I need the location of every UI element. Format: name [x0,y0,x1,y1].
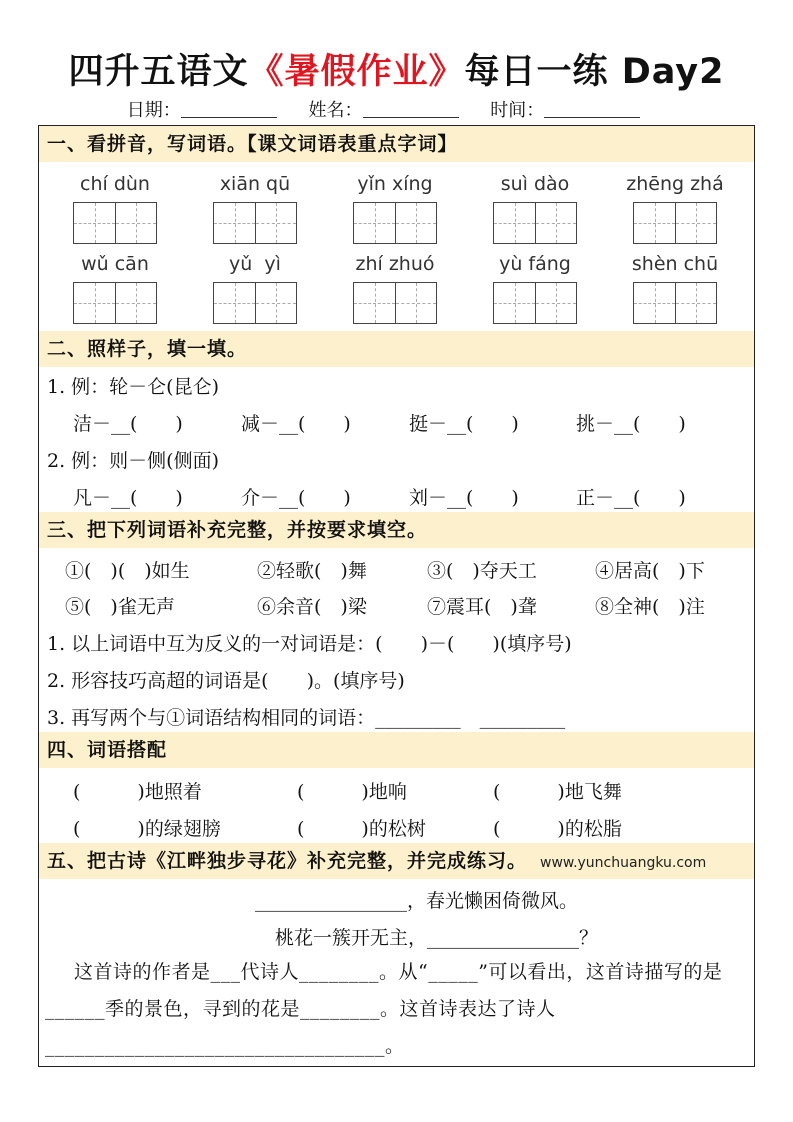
poem-line-2[interactable]: 桃花一簇开无主，________________？ [274,927,598,949]
section3-heading: 三、把下列词语补充完整，并按要求填空。 [39,512,754,548]
tianzige-box[interactable] [493,282,577,324]
pinyin-label: shèn chū [631,253,719,275]
idiom-item[interactable]: ⑦震耳( )聋 [427,596,537,618]
section4-heading: 四、词语搭配 [39,732,754,768]
time-label: 时间： [490,100,545,121]
match-item[interactable]: ( )的松脂 [493,818,622,840]
poem-questions[interactable]: 这首诗的作者是___代诗人________。从“_____”可以看出，这首诗描写的是______季的景色，寻到的花是________。这首诗表达了诗人__________________________________。 [45,961,723,1057]
name-label: 姓名： [308,100,363,121]
match-item[interactable]: ( )的绿翅膀 [73,818,221,840]
tianzige-box[interactable] [213,282,297,324]
section5-heading: 五、把古诗《江畔独步寻花》补充完整，并完成练习。 [39,843,754,879]
fill-item[interactable]: 洁－__( ) [73,413,183,435]
tianzige-box[interactable] [353,202,437,244]
fill-item[interactable]: 挑－__( ) [576,413,686,435]
pinyin-label: yǔ yì [229,253,281,275]
time-field[interactable] [544,101,640,118]
idiom-item[interactable]: ①( )( )如生 [65,560,190,582]
idiom-item[interactable]: ⑧全神( )注 [595,596,705,618]
question-3[interactable]: 3. 再写两个与①词语结构相同的词语：_________ _________ [47,707,566,729]
question-1[interactable]: 1. 以上词语中互为反义的一对词语是：( )－( )(填序号) [47,633,572,655]
tianzige-box[interactable] [633,282,717,324]
match-item[interactable]: ( )地飞舞 [493,781,622,803]
name-field[interactable] [363,101,459,118]
fill-item[interactable]: 正－__( ) [576,487,686,509]
pinyin-label: zhēng zhá [626,173,724,195]
poem-line-1[interactable]: ________________，春光懒困倚微风。 [254,890,578,912]
section2-heading: 二、照样子，填一填。 [39,331,754,367]
tianzige-box[interactable] [353,282,437,324]
header-fields [0,96,793,122]
page-title: 四升五语文《暑假作业》每日一练 Day2 [68,52,725,92]
pinyin-label: xiān qū [219,173,291,195]
pinyin-label: yǐn xíng [357,173,433,195]
fill-item[interactable]: 凡－__( ) [73,487,183,509]
idiom-item[interactable]: ⑥余音( )梁 [257,596,367,618]
idiom-item[interactable]: ②轻歌( )舞 [257,560,367,582]
pinyin-label: suì dào [500,173,570,195]
idiom-item[interactable]: ⑤( )雀无声 [65,596,175,618]
fill-item[interactable]: 减－__( ) [241,413,351,435]
watermark-text: www.yunchuangku.com [540,855,707,871]
tianzige-box[interactable] [73,202,157,244]
idiom-item[interactable]: ④居高( )下 [595,560,705,582]
pinyin-label: zhí zhuó [355,253,435,275]
tianzige-box[interactable] [633,202,717,244]
match-item[interactable]: ( )的松树 [297,818,426,840]
tianzige-box[interactable] [213,202,297,244]
tianzige-box[interactable] [493,202,577,244]
date-label: 日期： [126,100,181,121]
pinyin-label: yù fáng [499,253,571,275]
fill-item[interactable]: 介－__( ) [241,487,351,509]
example-2: 2. 例：则－侧(侧面) [47,450,219,472]
section1-heading: 一、看拼音，写词语。【课文词语表重点字词】 [39,126,754,162]
tianzige-box[interactable] [73,282,157,324]
example-1: 1. 例：轮－仑(昆仑) [47,376,219,398]
date-field[interactable] [181,101,277,118]
pinyin-label: chí dùn [80,173,150,195]
fill-item[interactable]: 刘－__( ) [409,487,519,509]
fill-item[interactable]: 挺－__( ) [409,413,519,435]
pinyin-label: wǔ cān [81,253,149,275]
match-item[interactable]: ( )地照着 [73,781,202,803]
idiom-item[interactable]: ③( )夺天工 [427,560,537,582]
worksheet-box [38,125,755,1067]
question-2[interactable]: 2. 形容技巧高超的词语是( )。(填序号) [47,670,405,692]
match-item[interactable]: ( )地响 [297,781,407,803]
